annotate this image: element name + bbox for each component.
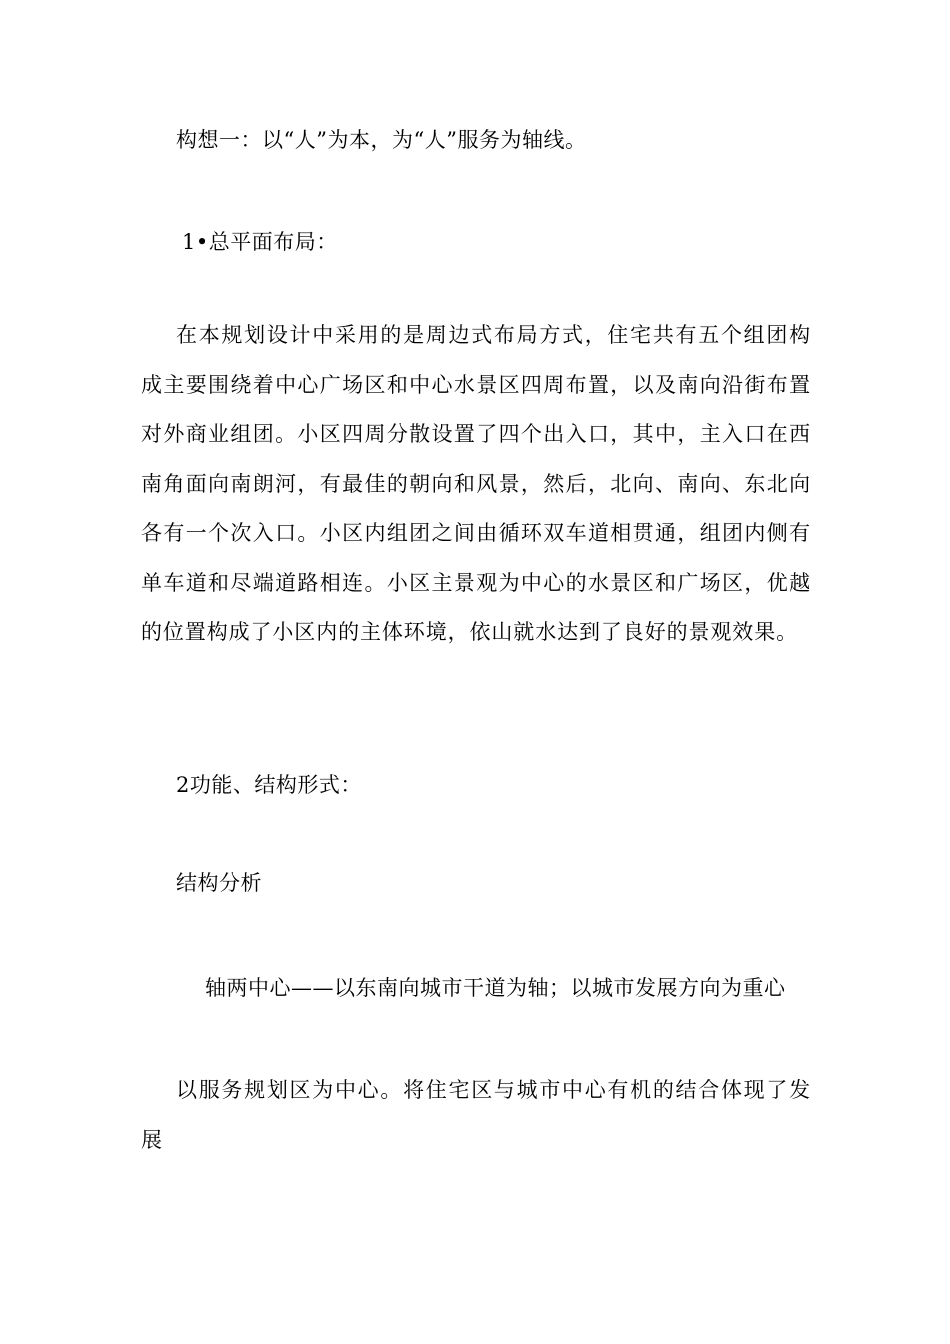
concept-heading: 构想一：以“人”为本，为“人”服务为轴线。 [176,128,587,152]
section-1-title: 1•总平面布局： [182,230,338,254]
section-2-title: 2功能、结构形式： [176,773,362,797]
closing-paragraph: 以服务规划区为中心。将住宅区与城市中心有机的结合体现了发展 [141,1078,811,1152]
axis-center-line: 轴两中心——以东南向城市干道为轴；以城市发展方向为重心 [205,976,786,1000]
layout-paragraph: 在本规划设计中采用的是周边式布局方式，住宅共有五个组团构成主要围绕着中心广场区和中心水景区四周布置，以及南向沿街布置对外商业组团。小区四周分散设置了四个出入口，其中，主入口在西南角面向南朗河，有最佳的朝向和风景，然后，北向、南向、东北向各有一个次入口。小区内组团之间由循环双车道相贯通，组团内侧有单车道和尽端道路相连。小区主景观为中心的水景区和广场区，优越的位置构成了小区内的主体环境，依山就水达到了良好的景观效果。 [141,323,811,644]
structure-analysis-subheading: 结构分析 [176,871,262,895]
